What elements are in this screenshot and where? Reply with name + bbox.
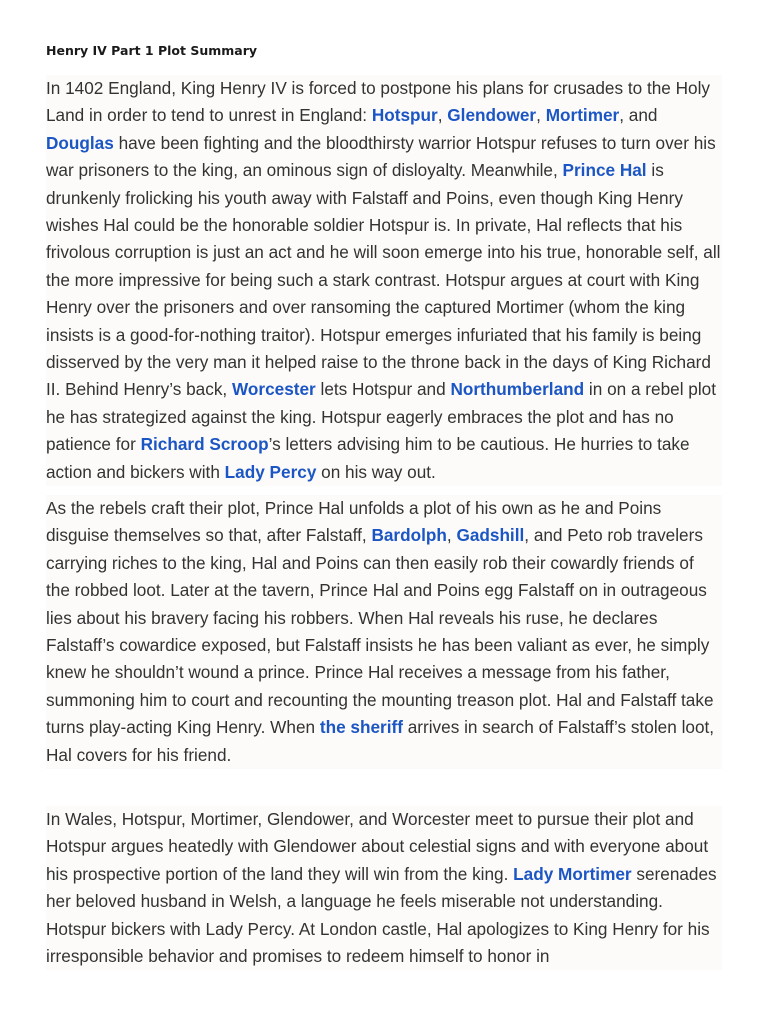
text-run: , and Peto rob travelers carrying riches to the king, Hal and Poins can then easily rob their cowardly friends of the robbed loot. Later at the tavern, Prince Hal and Poins egg Falstaff on in outrageous lies about his bravery facing his robbers. When Hal reveals his ruse, he declares Falstaff’s cowardice exposed, but Falstaff insists he has been valiant as ever, he simply knew he shouldn’t wound a prince. Prince Hal receives a message from his father, summoning him to court and recounting the mounting treason plot. Hal and Falstaff take turns play-acting King Henry. When <box>46 525 714 738</box>
paragraph-text <box>46 806 722 970</box>
text-run: arrives in search of Falstaff’s stolen loot, Hal covers for his friend. <box>46 717 715 765</box>
character-link[interactable]: Douglas <box>46 132 114 153</box>
character-link[interactable]: Richard Scroop <box>140 434 269 455</box>
text-run: is drunkenly frolicking his youth away with Falstaff and Poins, even though King Henry wishes Hal could be the honorable soldier Hotspur is. In private, Hal reflects that his frivolous corruption is just an act and he will soon emerge into his true, honorable self, all the more impressive for being such a stark contrast. Hotspur argues at court with King Henry over the prisoners and over ransoming the captured Mortimer (whom the king insists is a good-for-nothing traitor). Hotspur emerges infuriated that his family is being disserved by the very man it helped raise to the throne back in the days of King Richard II. Behind Henry’s back, <box>46 160 721 400</box>
character-link[interactable]: Lady Percy <box>224 461 317 482</box>
character-link[interactable]: Glendower <box>447 105 537 126</box>
text-run: lets Hotspur and <box>315 379 451 400</box>
text-run: serenades her beloved husband in Welsh, a language he feels miserable not understanding. Hotspur bickers with Lady Percy. At London castle, Hal apologizes to King Henry for his irresponsible behavior and promises to redeem himself to honor in <box>46 863 717 967</box>
character-link[interactable]: Gadshill <box>456 525 525 546</box>
text-run: In 1402 England, King Henry IV is forced to postpone his plans for crusades to the Holy Land in order to tend to unrest in England: <box>46 78 711 126</box>
summary-paragraph-3 <box>46 806 722 970</box>
text-run: , <box>437 105 448 126</box>
paragraph-text <box>46 495 722 769</box>
text-run: As the rebels craft their plot, Prince Hal unfolds a plot of his own as he and Poins disguise themselves so that, after Falstaff, <box>46 498 662 546</box>
character-link[interactable]: Mortimer <box>545 105 620 126</box>
character-link[interactable]: Worcester <box>231 379 316 400</box>
summary-paragraph-1 <box>46 75 722 486</box>
character-link[interactable]: Hotspur <box>371 105 438 126</box>
text-run: ’s letters advising him to be cautious. He hurries to take action and bickers with <box>46 434 690 482</box>
character-link[interactable]: Lady Mortimer <box>513 863 632 884</box>
text-run: , <box>536 105 546 126</box>
page-title: Henry IV Part 1 Plot Summary <box>46 43 258 58</box>
character-link[interactable]: Northumberland <box>450 379 585 400</box>
text-run: , and <box>619 105 658 126</box>
character-link[interactable]: Bardolph <box>371 525 447 546</box>
text-run: in on a rebel plot he has strategized against the king. Hotspur eagerly embraces the plot and has no patience for <box>46 379 717 455</box>
text-run: on his way out. <box>316 461 436 482</box>
summary-paragraph-2 <box>46 495 722 769</box>
text-run: In Wales, Hotspur, Mortimer, Glendower, and Worcester meet to pursue their plot and Hotspur argues heatedly with Glendower about celestial signs and with everyone about his prospective portion of the land they will win from the king. <box>46 809 709 884</box>
character-link[interactable]: Prince Hal <box>562 160 647 181</box>
character-link[interactable]: the sheriff <box>319 717 403 738</box>
text-run: , <box>446 525 457 546</box>
text-run: have been fighting and the bloodthirsty warrior Hotspur refuses to turn over his war prisoners to the king, an ominous sign of disloyalty. Meanwhile, <box>46 132 716 181</box>
paragraph-text <box>46 75 722 486</box>
